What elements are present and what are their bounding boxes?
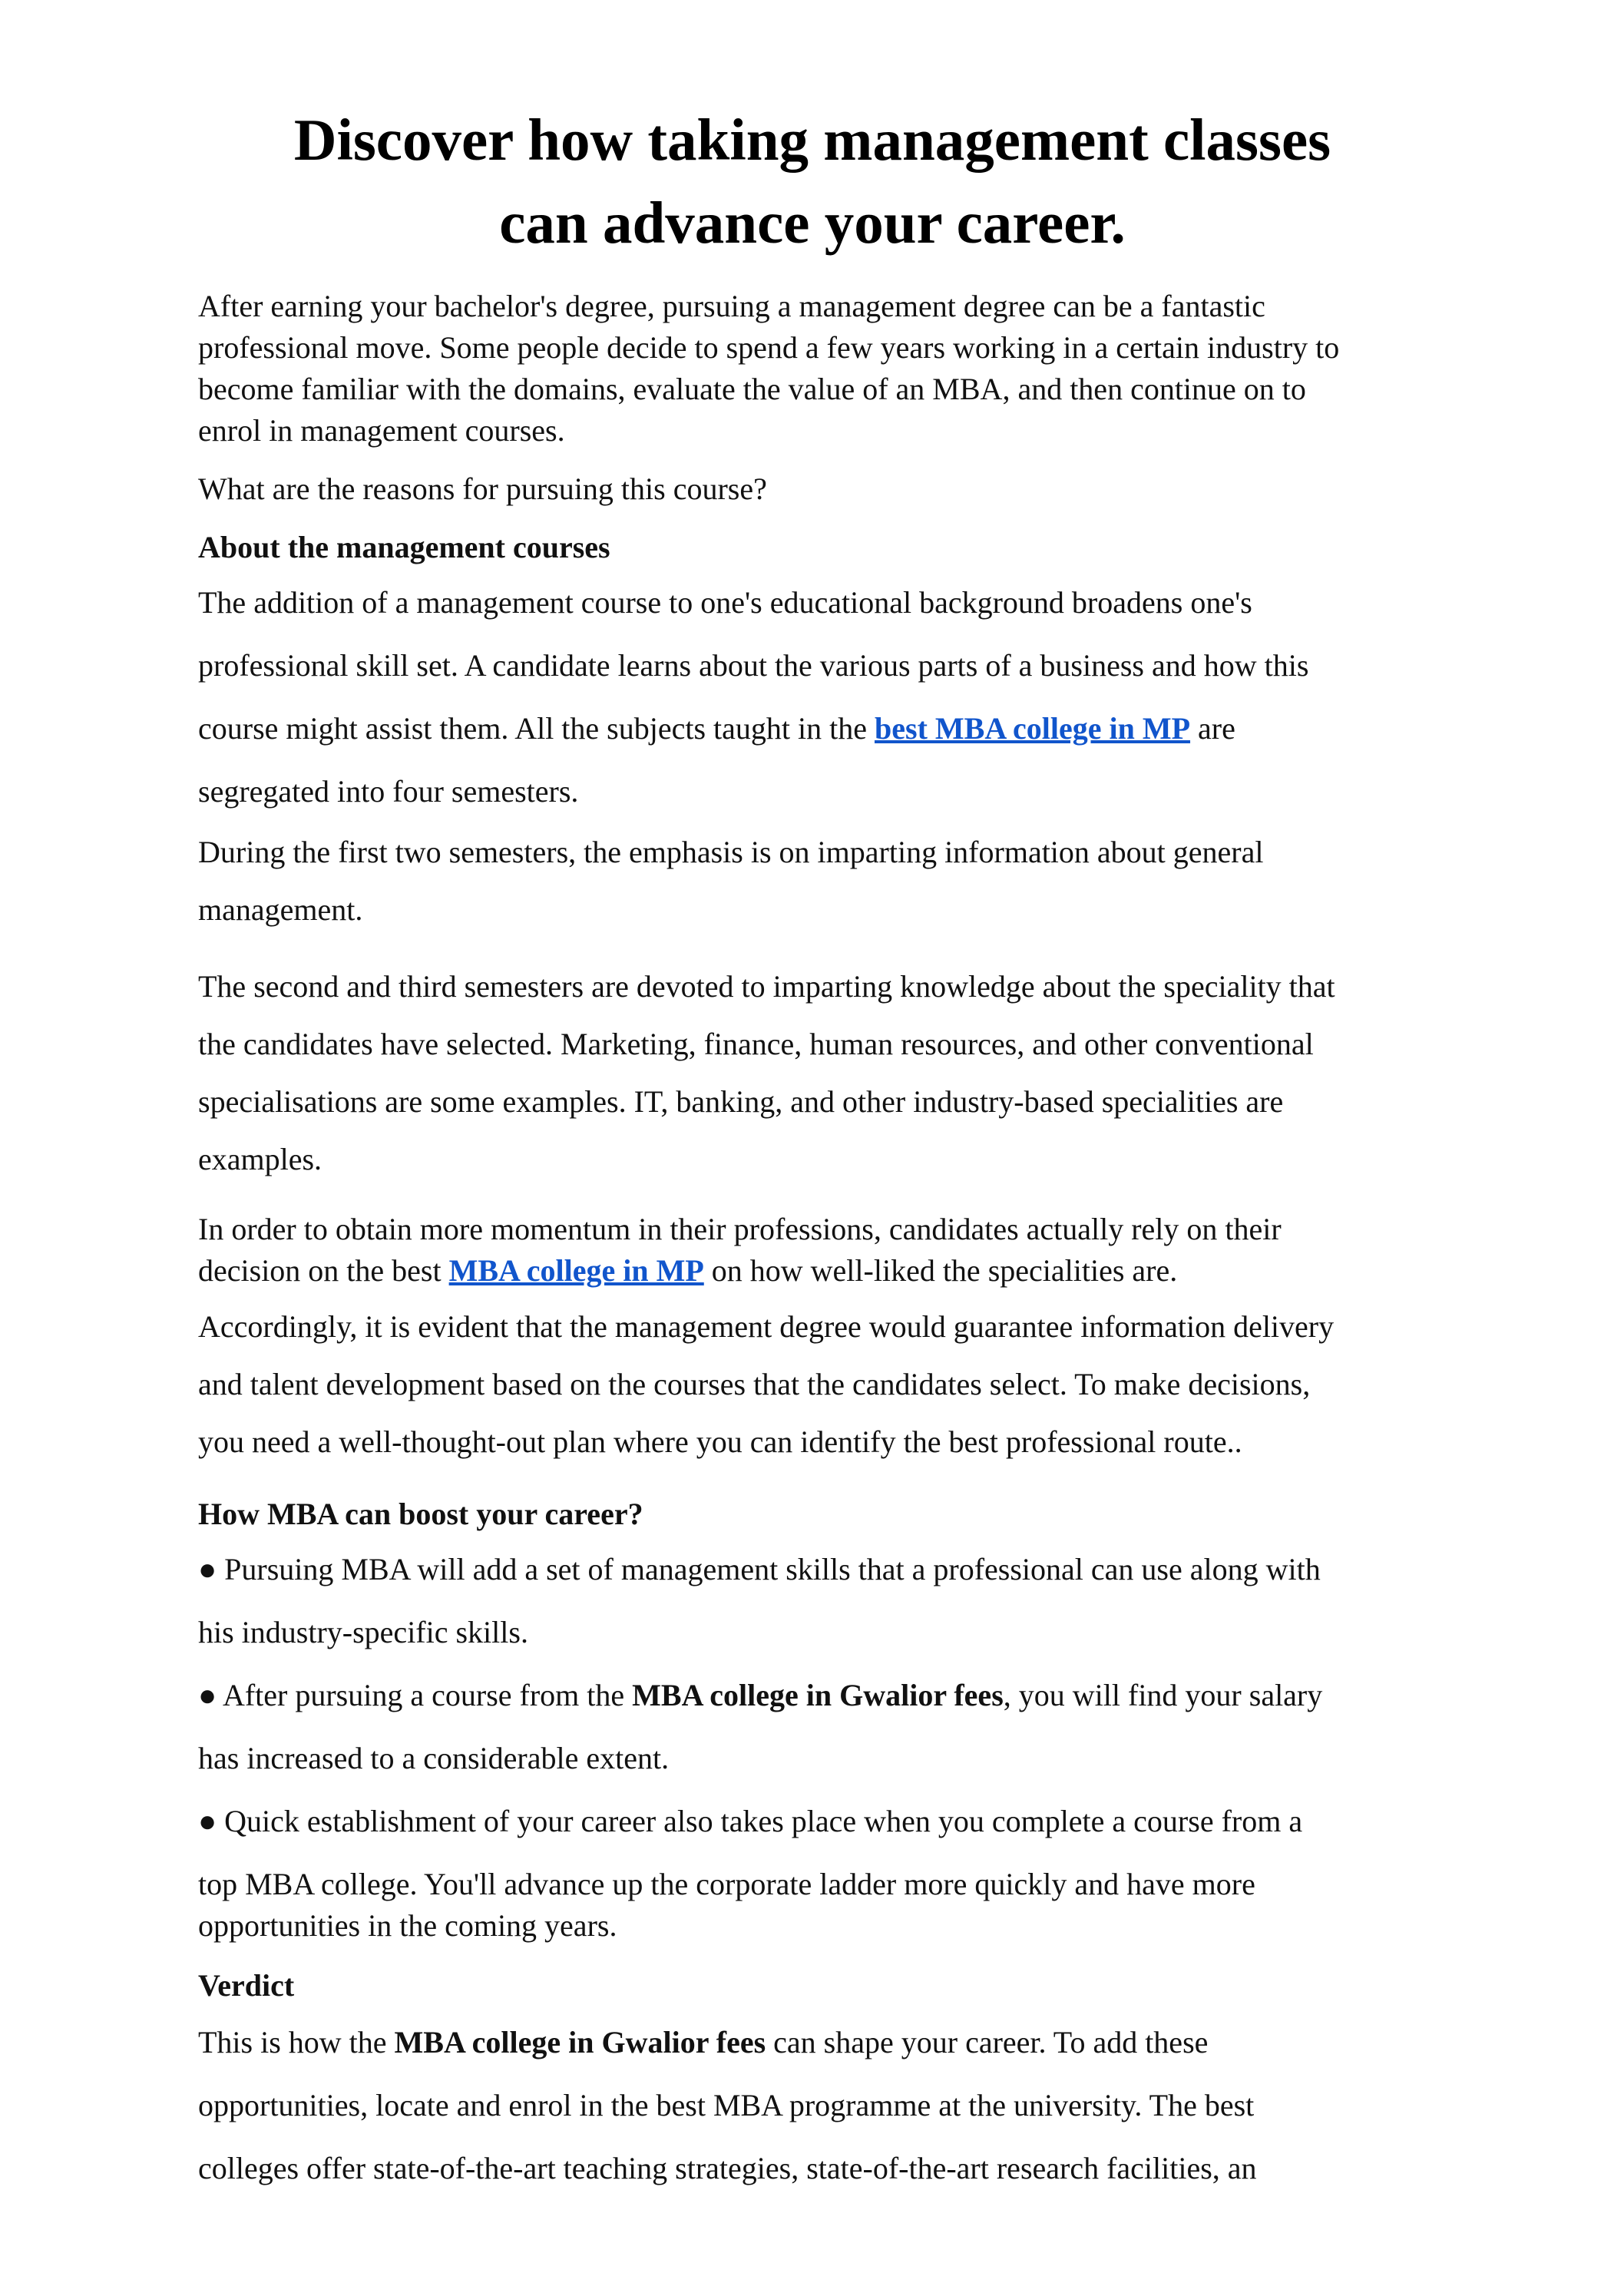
intro-line: After earning your bachelor's degree, pursuing a management degree can be a fantastic — [198, 289, 1265, 323]
about-line: segregated into four semesters. — [198, 774, 579, 809]
about-line: professional skill set. A candidate learns about the various parts of a business and how this — [198, 648, 1309, 683]
boost-bullet-list — [198, 1538, 1427, 1947]
bullet-continuation: has increased to a considerable extent. — [198, 1741, 670, 1775]
intro-paragraph — [198, 286, 1427, 452]
about-line — [198, 697, 1427, 760]
bullet-icon: ● — [198, 1678, 217, 1712]
semesters-line: management. — [198, 892, 363, 927]
bullet-text: Quick establishment of your career also takes place when you complete a course from a — [217, 1804, 1303, 1838]
momentum-line — [198, 1250, 1427, 1292]
bullet-item — [198, 1664, 1427, 1727]
about-line-text: course might assist them. All the subjects taught in the — [198, 711, 875, 746]
title-line-1: Discover how taking management classes — [293, 107, 1331, 173]
intro-line: become familiar with the domains, evaluate the value of an MBA, and then continue on to — [198, 372, 1306, 406]
intro-line: enrol in management courses. — [198, 413, 565, 448]
specialities-line: specialisations are some examples. IT, banking, and other industry-based specialities are — [198, 1084, 1284, 1119]
verdict-line-text: can shape your career. To add these — [766, 2025, 1209, 2059]
specialities-line: The second and third semesters are devoted to imparting knowledge about the speciality that — [198, 969, 1335, 1004]
about-line-text: are — [1190, 711, 1235, 746]
page-title — [198, 98, 1427, 264]
verdict-line: colleges offer state-of-the-art teaching strategies, state-of-the-art research facilities, an — [198, 2151, 1257, 2185]
accordingly-paragraph — [198, 1298, 1427, 1471]
bullet-text: Pursuing MBA will add a set of management skills that a professional can use along with — [217, 1552, 1321, 1586]
bullet-text: , you will find your salary — [1003, 1678, 1323, 1712]
bullet-continuation: top MBA college. You'll advance up the corporate ladder more quickly and have more — [198, 1867, 1255, 1901]
accordingly-line: Accordingly, it is evident that the management degree would guarantee information delivery — [198, 1309, 1335, 1344]
semesters-paragraph — [198, 823, 1427, 938]
specialities-paragraph — [198, 958, 1427, 1188]
specialities-line: examples. — [198, 1142, 322, 1176]
accordingly-line: you need a well-thought-out plan where you can identify the best professional route.. — [198, 1424, 1242, 1459]
semesters-line: During the first two semesters, the emphasis is on imparting information about general — [198, 835, 1264, 869]
bullet-continuation: opportunities in the coming years. — [198, 1908, 617, 1943]
document-page — [198, 98, 1427, 2200]
intro-line: professional move. Some people decide to spend a few years working in a certain industry to — [198, 330, 1340, 365]
accordingly-line: and talent development based on the courses that the candidates select. To make decisions, — [198, 1367, 1311, 1401]
momentum-paragraph — [198, 1209, 1427, 1292]
about-line: The addition of a management course to one's educational background broadens one's — [198, 585, 1252, 620]
bullet-item — [198, 1538, 1427, 1601]
mba-college-mp-link[interactable]: MBA college in MP — [448, 1253, 704, 1288]
verdict-paragraph — [198, 2011, 1427, 2200]
verdict-line — [198, 2011, 1427, 2074]
specialities-line: the candidates have selected. Marketing, finance, human resources, and other conventional — [198, 1027, 1314, 1061]
bullet-item — [198, 1790, 1427, 1853]
boost-heading: How MBA can boost your career? — [198, 1497, 643, 1531]
verdict-line-text: This is how the — [198, 2025, 395, 2059]
momentum-line: In order to obtain more momentum in their professions, candidates actually rely on their — [198, 1212, 1282, 1246]
best-mba-college-mp-link[interactable]: best MBA college in MP — [875, 711, 1191, 746]
bullet-text: After pursuing a course from the — [217, 1678, 633, 1712]
verdict-heading: Verdict — [198, 1968, 295, 2003]
verdict-bold-text: MBA college in Gwalior fees — [394, 2025, 766, 2059]
title-line-2: can advance your career. — [499, 190, 1126, 256]
verdict-line: opportunities, locate and enrol in the best MBA programme at the university. The best — [198, 2088, 1255, 2122]
bullet-icon: ● — [198, 1804, 217, 1838]
momentum-line-text: on how well-liked the specialities are. — [703, 1253, 1178, 1288]
bullet-icon: ● — [198, 1552, 217, 1586]
about-heading: About the management courses — [198, 530, 610, 564]
bullet-continuation: his industry-specific skills. — [198, 1615, 528, 1649]
momentum-line-text: decision on the best — [198, 1253, 449, 1288]
about-paragraph — [198, 571, 1427, 823]
question-line: What are the reasons for pursuing this course? — [198, 471, 767, 506]
bullet-bold-text: MBA college in Gwalior fees — [632, 1678, 1004, 1712]
